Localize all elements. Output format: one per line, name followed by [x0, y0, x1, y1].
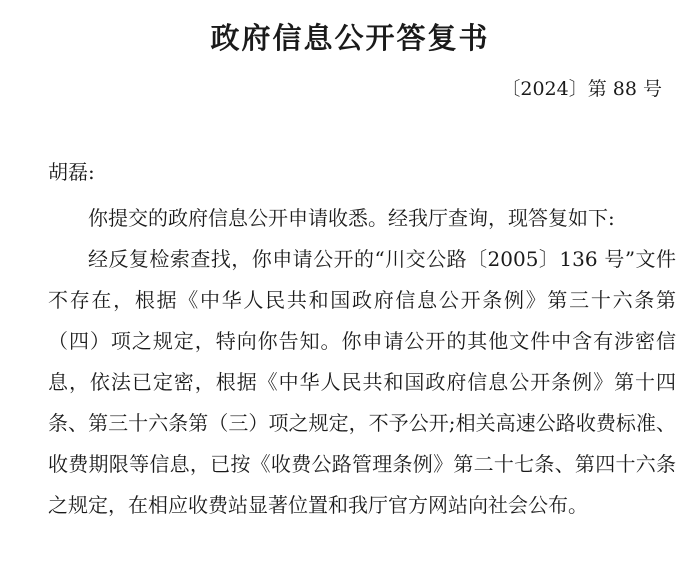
document-title: 政府信息公开答复书	[210, 21, 490, 55]
salutation: 胡磊:	[48, 160, 95, 184]
document-number: 〔2024〕第 88 号	[501, 78, 662, 100]
paragraph-response: 经反复检索查找，你申请公开的“川交公路〔2005〕136 号”文件不存在，根据《中华人民共和国政府信息公开条例》第三十六条第（四）项之规定，特向你告知。你申请公开的其他文件中含有涉密信息，依法已定密，根据《中华人民共和国政府信息公开条例》第十四条、第三十六条第（三）项之规定，不予公开;相关高速公路收费标准、收费期限等信息，已按《收费公路管理条例》第二十七条、第四十六条之规定，在相应收费站显著位置和我厅官方网站向社会公布。	[48, 247, 676, 517]
document-body	[48, 198, 676, 526]
paragraph-intro: 你提交的政府信息公开申请收悉。经我厅查询，现答复如下:	[88, 206, 615, 230]
